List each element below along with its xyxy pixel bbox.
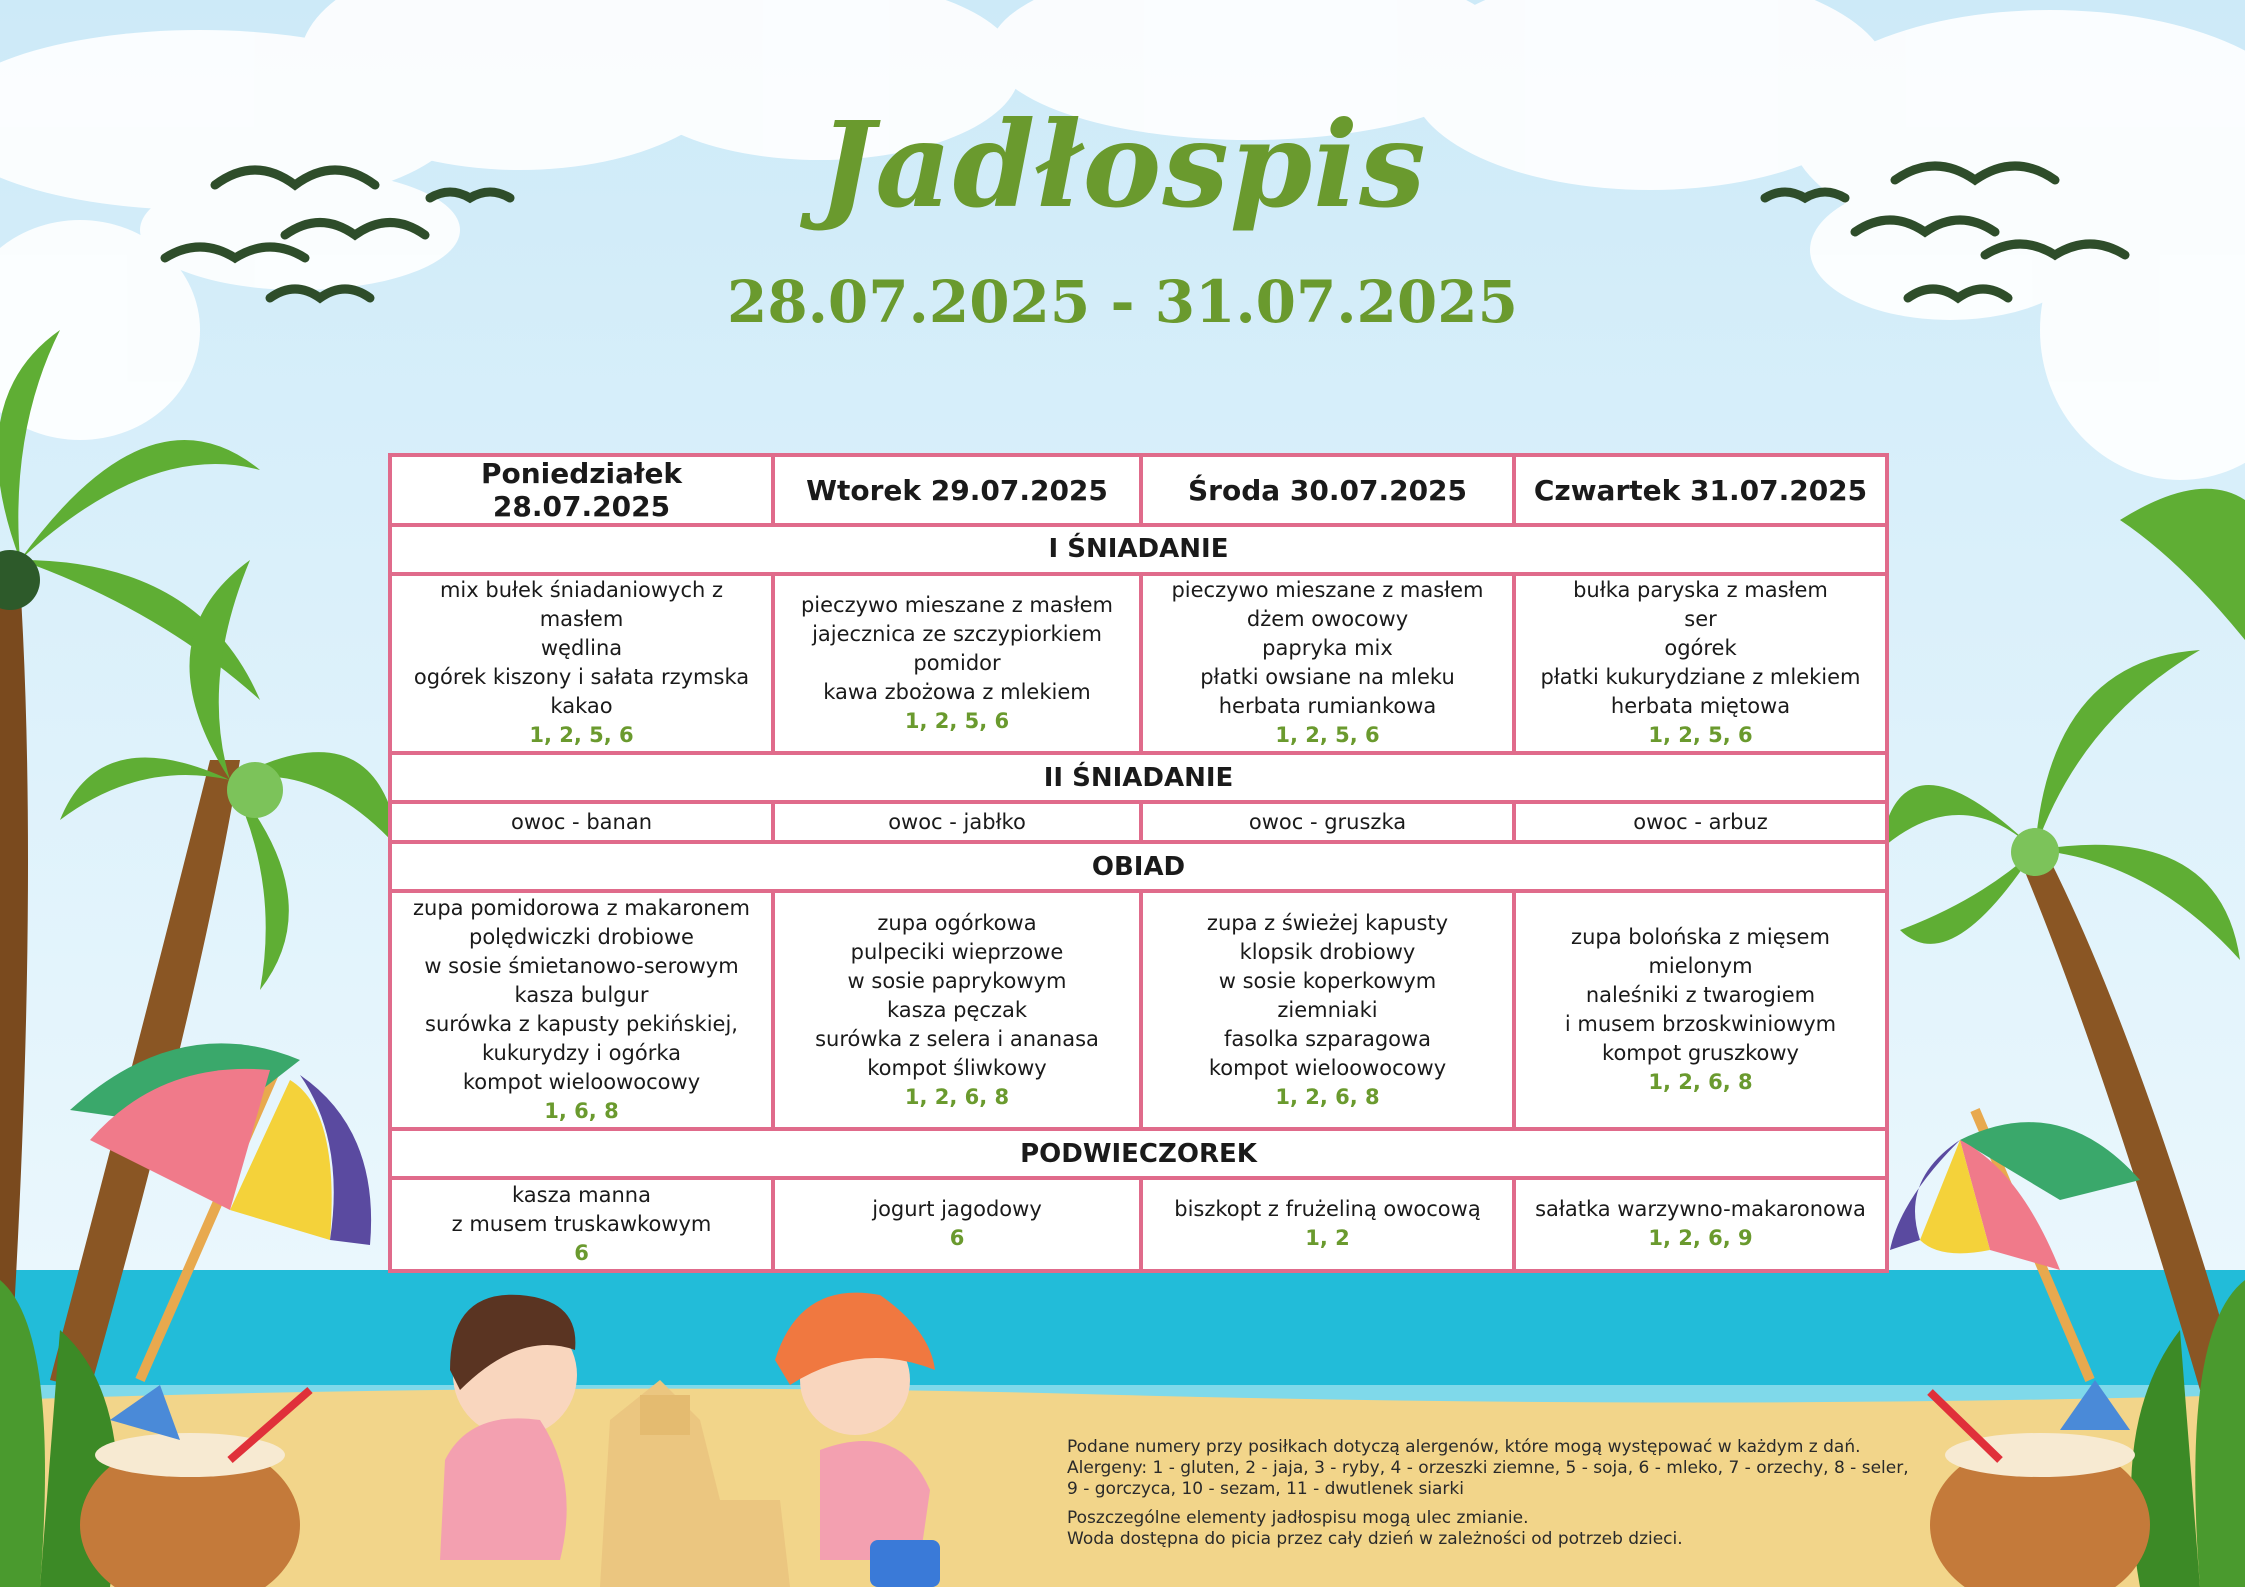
meal-item: w sosie paprykowym xyxy=(847,968,1067,993)
meal-item: kasza manna xyxy=(512,1182,651,1207)
meal-item: biszkopt z frużeliną owocową xyxy=(1174,1197,1481,1222)
allergen-codes: 1, 2, 6, 9 xyxy=(1648,1226,1753,1251)
meal-item: płatki kukurydziane z mlekiem xyxy=(1540,665,1861,690)
meal-item: naleśniki z twarogiem xyxy=(1585,983,1816,1008)
meal-section-title: PODWIECZOREK xyxy=(390,1129,1887,1178)
meal-cell xyxy=(1514,574,1887,754)
meal-item: i musem brzoskwiniowym xyxy=(1564,1012,1837,1037)
meal-item: owoc - arbuz xyxy=(1633,809,1768,834)
meal-item: zupa bolońska z mięsem mielonym xyxy=(1571,925,1830,979)
meal-item: owoc - gruszka xyxy=(1248,809,1407,834)
meal-item: ziemniaki xyxy=(1277,997,1378,1022)
meal-item: herbata rumiankowa xyxy=(1218,694,1437,719)
meal-item: surówka z kapusty pekińskiej, xyxy=(425,1012,738,1037)
meal-cell xyxy=(1141,891,1514,1130)
meal-cell xyxy=(1141,574,1514,754)
meal-cell xyxy=(773,1178,1141,1271)
meal-item: pomidor xyxy=(913,650,1001,675)
meal-section-title: I ŚNIADANIE xyxy=(390,525,1887,574)
meal-item: fasolka szparagowa xyxy=(1223,1026,1432,1051)
meal-item: płatki owsiane na mleku xyxy=(1200,665,1455,690)
meal-item: herbata miętowa xyxy=(1610,694,1791,719)
allergen-codes: 1, 2 xyxy=(1305,1226,1350,1251)
meal-item: pieczywo mieszane z masłem xyxy=(1171,578,1484,603)
meal-cell xyxy=(773,891,1141,1130)
note-line: Alergeny: 1 - gluten, 2 - jaja, 3 - ryby, 4 - orzeszki ziemne, 5 - soja, 6 - mleko, 7 - orzechy, 8 - seler, xyxy=(1067,1458,1909,1478)
meal-item: wędlina xyxy=(540,636,623,661)
meal-cell xyxy=(390,802,773,842)
meal-item: kasza pęczak xyxy=(886,997,1028,1022)
meal-item: sałatka warzywno-makaronowa xyxy=(1535,1197,1866,1222)
meal-section-row xyxy=(390,1129,1887,1178)
meal-cell xyxy=(773,802,1141,842)
meal-cell xyxy=(1514,1178,1887,1271)
meal-item: w sosie śmietanowo-serowym xyxy=(424,954,739,979)
meal-item: bułka paryska z masłem xyxy=(1573,578,1828,603)
allergen-codes: 1, 2, 5, 6 xyxy=(1648,723,1753,748)
meal-item: mix bułek śniadaniowych z masłem xyxy=(439,578,724,632)
meal-item: z musem truskawkowym xyxy=(451,1211,712,1236)
meal-item: kompot wieloowocowy xyxy=(1208,1055,1447,1080)
menu-table xyxy=(388,453,1889,1273)
meal-item: pulpeciki wieprzowe xyxy=(850,939,1064,964)
meal-item: ogórek xyxy=(1664,636,1737,661)
note-line: 9 - gorczyca, 10 - sezam, 11 - dwutlenek siarki xyxy=(1067,1479,1464,1499)
meal-cell xyxy=(1514,891,1887,1130)
meal-cell xyxy=(390,574,773,754)
meal-item: polędwiczki drobiowe xyxy=(469,925,694,950)
meal-row xyxy=(390,574,1887,754)
meal-item: ser xyxy=(1684,607,1717,632)
date-range: 28.07.2025 - 31.07.2025 xyxy=(727,268,1518,336)
allergen-codes: 1, 2, 5, 6 xyxy=(1275,723,1380,748)
note-line: Poszczególne elementy jadłospisu mogą ulec zmianie. xyxy=(1067,1508,1529,1528)
allergen-codes: 6 xyxy=(574,1240,589,1265)
meal-section-row xyxy=(390,753,1887,802)
meal-item: kukurydzy i ogórka xyxy=(482,1041,681,1066)
meal-item: kawa zbożowa z mlekiem xyxy=(823,679,1091,704)
meal-item: klopsik drobiowy xyxy=(1239,939,1416,964)
allergen-codes: 1, 2, 6, 8 xyxy=(904,1084,1010,1109)
meal-item: ogórek kiszony i sałata rzymska xyxy=(413,665,750,690)
allergen-note xyxy=(1067,1437,1967,1500)
day-header: Poniedziałek 28.07.2025 xyxy=(390,455,773,525)
page-title: Jadłospis xyxy=(818,95,1427,234)
meal-item: surówka z selera i ananasa xyxy=(815,1026,1099,1051)
meal-row xyxy=(390,1178,1887,1271)
notes xyxy=(1067,1437,1967,1558)
meal-item: zupa pomidorowa z makaronem xyxy=(413,896,750,921)
meal-item: owoc - jabłko xyxy=(888,809,1026,834)
note-line: Podane numery przy posiłkach dotyczą alergenów, które mogą występować w każdym z dań. xyxy=(1067,1437,1861,1457)
meal-cell xyxy=(390,1178,773,1271)
meal-section-row xyxy=(390,842,1887,891)
day-header-row xyxy=(390,455,1887,525)
meal-section-title: II ŚNIADANIE xyxy=(390,753,1887,802)
allergen-codes: 1, 2, 5, 6 xyxy=(529,723,634,748)
meal-item: zupa ogórkowa xyxy=(877,910,1037,935)
menu-body xyxy=(390,525,1887,1271)
meal-row xyxy=(390,891,1887,1130)
meal-item: zupa z świeżej kapusty xyxy=(1206,910,1449,935)
meal-item: kompot gruszkowy xyxy=(1602,1041,1799,1066)
meal-cell xyxy=(390,891,773,1130)
meal-section-title: OBIAD xyxy=(390,842,1887,891)
meal-row xyxy=(390,802,1887,842)
general-note xyxy=(1067,1508,1967,1550)
sea xyxy=(0,1270,2245,1400)
meal-cell xyxy=(1514,802,1887,842)
day-header: Wtorek 29.07.2025 xyxy=(773,455,1141,525)
meal-section-row xyxy=(390,525,1887,574)
meal-item: owoc - banan xyxy=(510,809,653,834)
meal-item: jajecznica ze szczypiorkiem xyxy=(812,621,1102,646)
meal-cell xyxy=(1141,802,1514,842)
meal-item: kasza bulgur xyxy=(514,983,649,1008)
day-header: Środa 30.07.2025 xyxy=(1141,455,1514,525)
meal-item: kompot wieloowocowy xyxy=(462,1070,701,1095)
allergen-codes: 1, 2, 5, 6 xyxy=(904,708,1010,733)
allergen-codes: 1, 6, 8 xyxy=(544,1099,619,1124)
meal-item: kakao xyxy=(550,694,613,719)
allergen-codes: 1, 2, 6, 8 xyxy=(1275,1084,1380,1109)
meal-item: papryka mix xyxy=(1262,636,1393,661)
meal-item: dżem owocowy xyxy=(1246,607,1409,632)
allergen-codes: 1, 2, 6, 8 xyxy=(1648,1070,1753,1095)
meal-item: w sosie koperkowym xyxy=(1218,968,1437,993)
meal-item: pieczywo mieszane z masłem xyxy=(800,592,1114,617)
allergen-codes: 6 xyxy=(949,1226,965,1251)
meal-item: jogurt jagodowy xyxy=(872,1197,1042,1222)
meal-item: kompot śliwkowy xyxy=(867,1055,1047,1080)
note-line: Woda dostępna do picia przez cały dzień w zależności od potrzeb dzieci. xyxy=(1067,1529,1683,1549)
day-header: Czwartek 31.07.2025 xyxy=(1514,455,1887,525)
meal-cell xyxy=(1141,1178,1514,1271)
meal-cell xyxy=(773,574,1141,754)
